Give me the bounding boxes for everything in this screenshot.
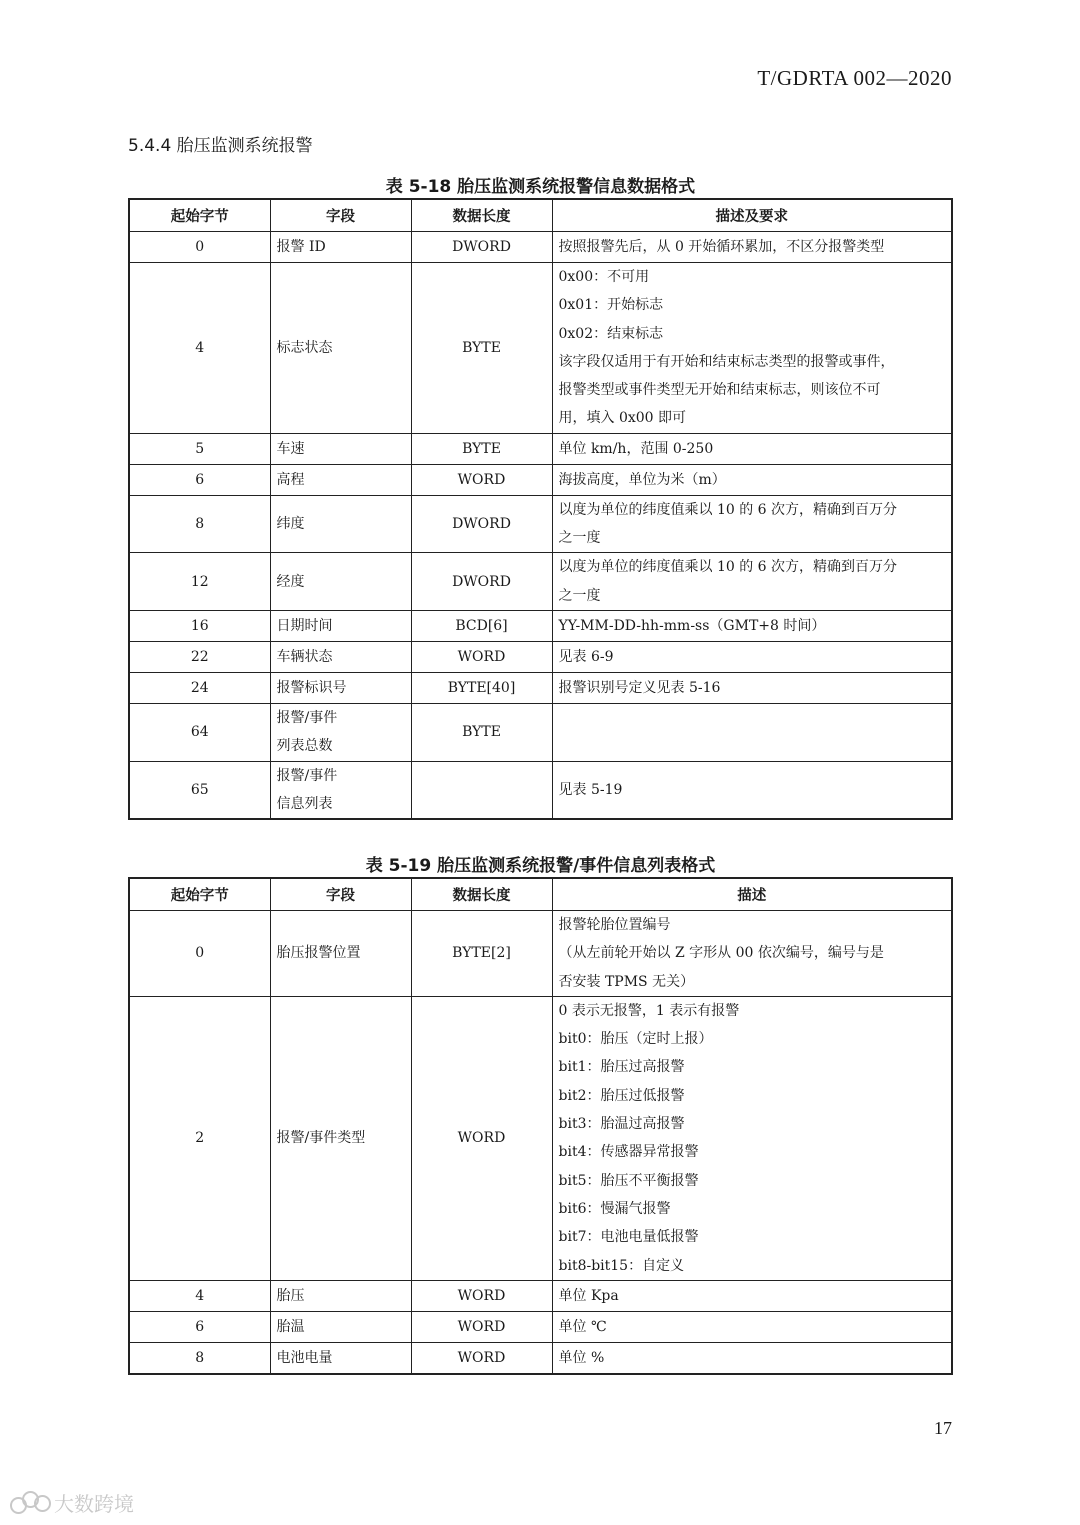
start-byte-cell: 5	[129, 433, 270, 464]
data-length-cell: DWORD	[411, 553, 552, 611]
data-length-cell: BYTE[2]	[411, 911, 552, 997]
description-line: 单位 ℃	[558, 1318, 607, 1335]
header-cell: 字段	[270, 878, 411, 911]
description-line: 单位 Kpa	[558, 1287, 619, 1304]
description-line: 见表 6-9	[558, 648, 614, 665]
description-line: 0x02：结束标志	[558, 325, 664, 342]
field-cell	[270, 610, 411, 641]
table-row	[129, 495, 952, 553]
field-cell	[270, 641, 411, 672]
start-byte-cell: 6	[129, 464, 270, 495]
field-cell	[270, 1280, 411, 1311]
start-byte-cell: 24	[129, 672, 270, 703]
field-line: 报警 ID	[276, 238, 326, 255]
table-row	[129, 1342, 952, 1374]
alarm-event-list-table	[128, 877, 953, 1375]
field-cell	[270, 672, 411, 703]
data-length-cell: WORD	[411, 996, 552, 1280]
alarm-info-table	[128, 198, 953, 820]
field-line: 报警/事件类型	[276, 1130, 366, 1147]
start-byte-cell: 8	[129, 1342, 270, 1374]
field-line: 车速	[276, 440, 305, 457]
header-cell: 数据长度	[411, 878, 552, 911]
description-cell	[552, 495, 952, 553]
table-row	[129, 433, 952, 464]
field-line: 日期时间	[276, 617, 333, 634]
start-byte-cell: 8	[129, 495, 270, 553]
table-row	[129, 263, 952, 434]
field-cell	[270, 495, 411, 553]
field-cell	[270, 433, 411, 464]
start-byte-cell: 16	[129, 610, 270, 641]
document-code: T/GDRTA 002—2020	[757, 66, 952, 90]
data-length-cell: BYTE[40]	[411, 672, 552, 703]
description-cell	[552, 672, 952, 703]
field-cell	[270, 263, 411, 434]
description-line: 之一度	[558, 587, 601, 604]
field-line: 电池电量	[276, 1349, 333, 1366]
field-cell	[270, 553, 411, 611]
data-length-cell: WORD	[411, 641, 552, 672]
description-line: 0 表示无报警，1 表示有报警	[558, 1002, 740, 1019]
description-line: bit4：传感器异常报警	[558, 1144, 699, 1161]
start-byte-cell: 2	[129, 996, 270, 1280]
description-cell	[552, 703, 952, 761]
description-line: 0x01：开始标志	[558, 297, 664, 314]
field-line: 胎温	[276, 1318, 305, 1335]
description-line: bit6：慢漏气报警	[558, 1200, 671, 1217]
table-header-row	[129, 199, 952, 232]
field-cell	[270, 996, 411, 1280]
description-cell	[552, 1342, 952, 1374]
start-byte-cell: 0	[129, 911, 270, 997]
description-line: 以度为单位的纬度值乘以 10 的 6 次方，精确到百万分	[558, 501, 898, 518]
description-cell	[552, 553, 952, 611]
data-length-cell: WORD	[411, 1280, 552, 1311]
start-byte-cell: 65	[129, 761, 270, 819]
table-row	[129, 232, 952, 263]
data-length-cell: BCD[6]	[411, 610, 552, 641]
header-cell: 数据长度	[411, 199, 552, 232]
field-cell	[270, 911, 411, 997]
description-line: 报警类型或事件类型无开始和结束标志，则该位不可	[558, 382, 881, 399]
data-length-cell: DWORD	[411, 495, 552, 553]
field-line: 经度	[276, 573, 305, 590]
table-row	[129, 641, 952, 672]
field-cell	[270, 232, 411, 263]
data-length-cell	[411, 761, 552, 819]
field-line: 标志状态	[276, 339, 333, 356]
description-cell	[552, 1280, 952, 1311]
field-line: 胎压	[276, 1287, 305, 1304]
description-cell	[552, 263, 952, 434]
watermark	[10, 1488, 134, 1517]
field-cell	[270, 703, 411, 761]
data-length-cell: WORD	[411, 1311, 552, 1342]
description-line: 以度为单位的纬度值乘以 10 的 6 次方，精确到百万分	[558, 559, 898, 576]
description-line: 按照报警先后，从 0 开始循环累加，不区分报警类型	[558, 238, 885, 255]
data-length-cell: BYTE	[411, 433, 552, 464]
start-byte-cell: 64	[129, 703, 270, 761]
field-cell	[270, 1342, 411, 1374]
data-length-cell: BYTE	[411, 703, 552, 761]
description-cell	[552, 610, 952, 641]
watermark-logo-icon	[10, 1491, 50, 1515]
description-cell	[552, 641, 952, 672]
header-cell: 起始字节	[129, 878, 270, 911]
header-cell: 描述	[552, 878, 952, 911]
start-byte-cell: 12	[129, 553, 270, 611]
table-row	[129, 1311, 952, 1342]
description-line: （从左前轮开始以 Z 字形从 00 依次编号，编号与是	[558, 945, 884, 962]
description-line: 海拔高度，单位为米（m）	[558, 471, 726, 488]
description-line: bit0：胎压（定时上报）	[558, 1031, 713, 1048]
start-byte-cell: 4	[129, 263, 270, 434]
table-header-row	[129, 878, 952, 911]
description-cell	[552, 996, 952, 1280]
field-line: 报警/事件	[276, 767, 338, 784]
description-line: bit5：胎压不平衡报警	[558, 1172, 699, 1189]
table-row	[129, 761, 952, 819]
field-line: 纬度	[276, 515, 305, 532]
description-line: YY-MM-DD-hh-mm-ss（GMT+8 时间）	[558, 617, 826, 634]
field-cell	[270, 464, 411, 495]
description-line: bit7：电池电量低报警	[558, 1229, 699, 1246]
table-row	[129, 911, 952, 997]
description-line: 之一度	[558, 530, 601, 547]
description-line: 单位 km/h，范围 0-250	[558, 440, 714, 457]
field-line: 报警/事件	[276, 709, 338, 726]
description-line: 见表 5-19	[558, 781, 623, 798]
data-length-cell: WORD	[411, 464, 552, 495]
start-byte-cell: 6	[129, 1311, 270, 1342]
data-length-cell: DWORD	[411, 232, 552, 263]
table-row	[129, 703, 952, 761]
description-line: 0x00：不可用	[558, 269, 650, 285]
watermark-text: 大数跨境	[54, 1492, 134, 1516]
header-cell: 起始字节	[129, 199, 270, 232]
table-row	[129, 553, 952, 611]
description-cell	[552, 761, 952, 819]
start-byte-cell: 0	[129, 232, 270, 263]
header-cell: 字段	[270, 199, 411, 232]
field-line: 信息列表	[276, 795, 333, 812]
table-caption: 表 5-18 胎压监测系统报警信息数据格式	[385, 177, 696, 197]
description-cell	[552, 433, 952, 464]
table-row	[129, 996, 952, 1280]
description-cell	[552, 232, 952, 263]
data-length-cell: BYTE	[411, 263, 552, 434]
field-line: 胎压报警位置	[276, 945, 361, 962]
description-cell	[552, 1311, 952, 1342]
field-cell	[270, 1311, 411, 1342]
description-line: 报警轮胎位置编号	[558, 917, 671, 933]
description-line: 报警识别号定义见表 5-16	[558, 679, 721, 696]
description-line: 否安装 TPMS 无关）	[558, 973, 695, 990]
description-line: bit8-bit15：自定义	[558, 1257, 685, 1274]
description-line: 单位 %	[558, 1349, 605, 1366]
start-byte-cell: 4	[129, 1280, 270, 1311]
table-row	[129, 610, 952, 641]
field-cell	[270, 761, 411, 819]
table-row	[129, 464, 952, 495]
field-line: 报警标识号	[276, 679, 347, 696]
field-line: 高程	[276, 471, 305, 488]
description-line: bit2：胎压过低报警	[558, 1087, 685, 1104]
data-length-cell: WORD	[411, 1342, 552, 1374]
start-byte-cell: 22	[129, 641, 270, 672]
description-cell	[552, 464, 952, 495]
field-line: 车辆状态	[276, 648, 333, 665]
page-number: 17	[934, 1418, 952, 1438]
field-line: 列表总数	[276, 738, 333, 755]
header-cell: 描述及要求	[552, 199, 952, 232]
description-line: 该字段仅适用于有开始和结束标志类型的报警或事件，	[558, 353, 895, 370]
description-line: bit3：胎温过高报警	[558, 1116, 685, 1133]
description-line: bit1：胎压过高报警	[558, 1059, 685, 1076]
section-title: 5.4.4 胎压监测系统报警	[128, 136, 313, 156]
table-row	[129, 672, 952, 703]
description-cell	[552, 911, 952, 997]
description-line: 用，填入 0x00 即可	[558, 410, 687, 427]
table-row	[129, 1280, 952, 1311]
table-caption: 表 5-19 胎压监测系统报警/事件信息列表格式	[365, 856, 716, 876]
